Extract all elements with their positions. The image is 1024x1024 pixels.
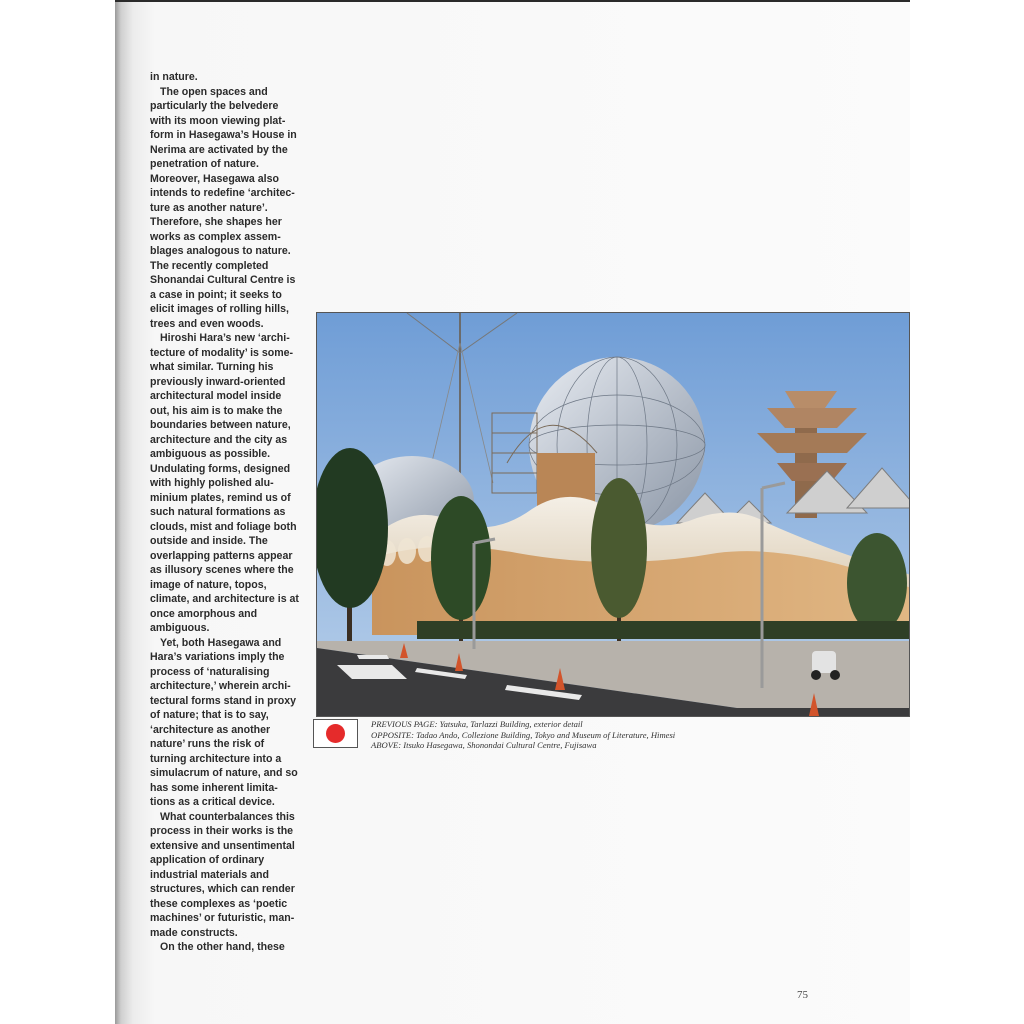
body-paragraph: On the other hand, these xyxy=(160,941,285,953)
body-paragraph: The open spaces and particularly the belvedere with its moon viewing plat- form in Hasegawa’s House in Nerima are activated by the penetration of nature. Moreover, Hasegawa also intends to redefine ‘architec- ture as another nature’. Therefore, she shapes her works as complex assem- blages analogous to nature. The recently completed Shonandai Cultural Centre is a case in point; it seeks to elicit images of rolling hills, trees and even woods. xyxy=(150,85,297,330)
body-paragraph: What counterbalances this process in their works is the extensive and unsentimental application of ordinary industrial materials and structures, which can render these complexes as ‘poetic machines’ or futuristic, man- made constructs. xyxy=(150,810,295,939)
hedge xyxy=(417,621,910,639)
caption-previous-page: PREVIOUS PAGE: Yatsuka, Tarlazzi Building, exterior detail xyxy=(371,719,583,729)
scan-margin-right xyxy=(910,0,1024,1024)
photo-caption xyxy=(371,719,771,751)
page-number: 75 xyxy=(797,989,808,1001)
body-text-column xyxy=(150,70,302,955)
architecture-photo xyxy=(316,312,910,717)
body-paragraph: Yet, both Hasegawa and Hara’s variations imply the process of ‘naturalising architecture,’ wherein archi- tectural forms stand in proxy of nature; that is to say, ‘architecture as another nature’ runs the risk of turning architecture into a simulacrum of nature, and so has some inherent limita- tions as a critical device. xyxy=(150,636,298,808)
caption-above: ABOVE: Itsuko Hasegawa, Shonondai Cultural Centre, Fujisawa xyxy=(371,740,597,750)
body-paragraph: Hiroshi Hara’s new ‘archi- tecture of modality’ is some- what similar. Turning his previously inward-oriented architectural model inside out, his aim is to make the boundaries between nature, architecture and the city as ambiguous as possible. Undulating forms, designed with highly polished alu- minium plates, remind us of such natural formations as clouds, mist and foliage both outside and inside. The overlapping patterns appear as illusory scenes where the image of nature, topos, climate, and architecture is at once amorphous and ambiguous. xyxy=(150,332,299,634)
caption-opposite: OPPOSITE: Tadao Ando, Collezione Building, Tokyo and Museum of Literature, Himesi xyxy=(371,729,676,740)
japan-flag-icon xyxy=(313,719,358,748)
scan-margin-left xyxy=(0,0,115,1024)
page-top-edge xyxy=(115,0,910,2)
red-sun-disc xyxy=(326,724,345,743)
body-paragraph: in nature. xyxy=(150,71,198,83)
